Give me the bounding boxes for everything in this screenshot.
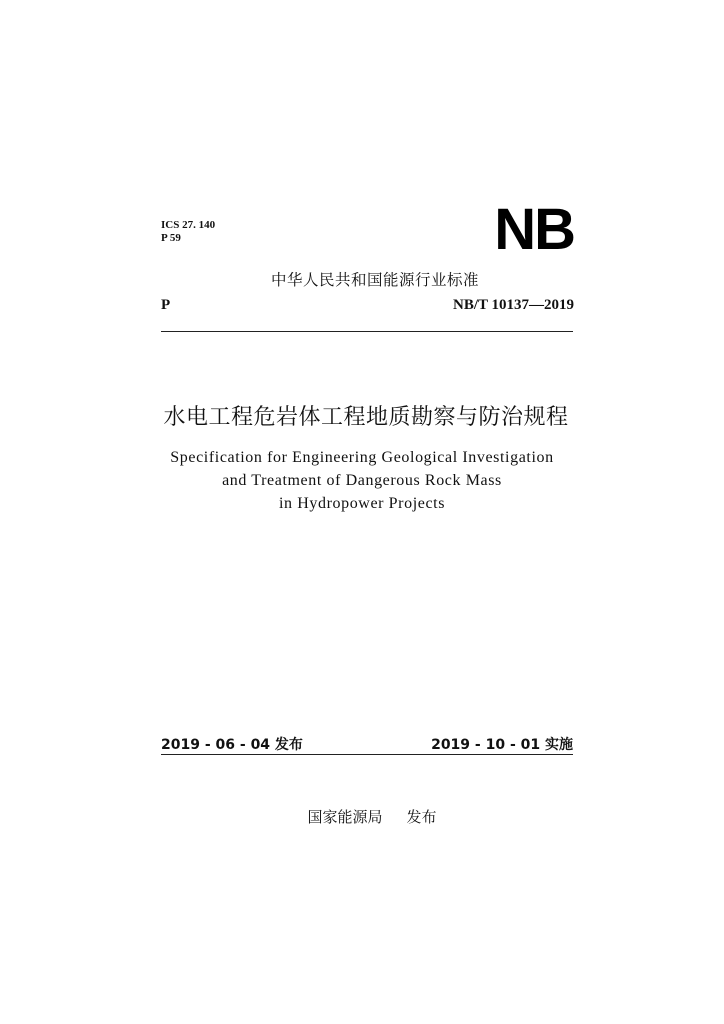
standard-kind bbox=[0, 268, 724, 290]
title-english-line: and Treatment of Dangerous Rock Mass bbox=[222, 472, 502, 489]
publisher-action: 发布 bbox=[406, 808, 437, 826]
implementation-date: 2019 - 10 - 01 实施 bbox=[431, 737, 573, 753]
nb-logo: NB bbox=[494, 197, 574, 262]
standard-number: NB/T 10137—2019 bbox=[453, 297, 574, 313]
category-code: P bbox=[161, 297, 171, 313]
issue-date: 2019 - 06 - 04 发布 bbox=[161, 737, 303, 753]
title-chinese bbox=[0, 400, 724, 431]
publisher-org: 国家能源局 bbox=[307, 808, 383, 826]
top-divider bbox=[161, 331, 573, 332]
title-english-line: in Hydropower Projects bbox=[278, 495, 446, 512]
ccs-code: P 59 bbox=[161, 232, 181, 244]
title-english-line: Specification for Engineering Geological Investigation bbox=[170, 449, 554, 466]
bottom-divider bbox=[161, 754, 573, 755]
ics-classification bbox=[161, 219, 215, 245]
publisher bbox=[0, 806, 724, 827]
title-chinese-text: 水电工程危岩体工程地质勘察与防治规程 bbox=[163, 405, 569, 430]
standard-kind-text: 中华人民共和国能源行业标准 bbox=[270, 271, 479, 289]
title-english bbox=[0, 446, 724, 515]
ics-code: ICS 27. 140 bbox=[161, 219, 216, 231]
